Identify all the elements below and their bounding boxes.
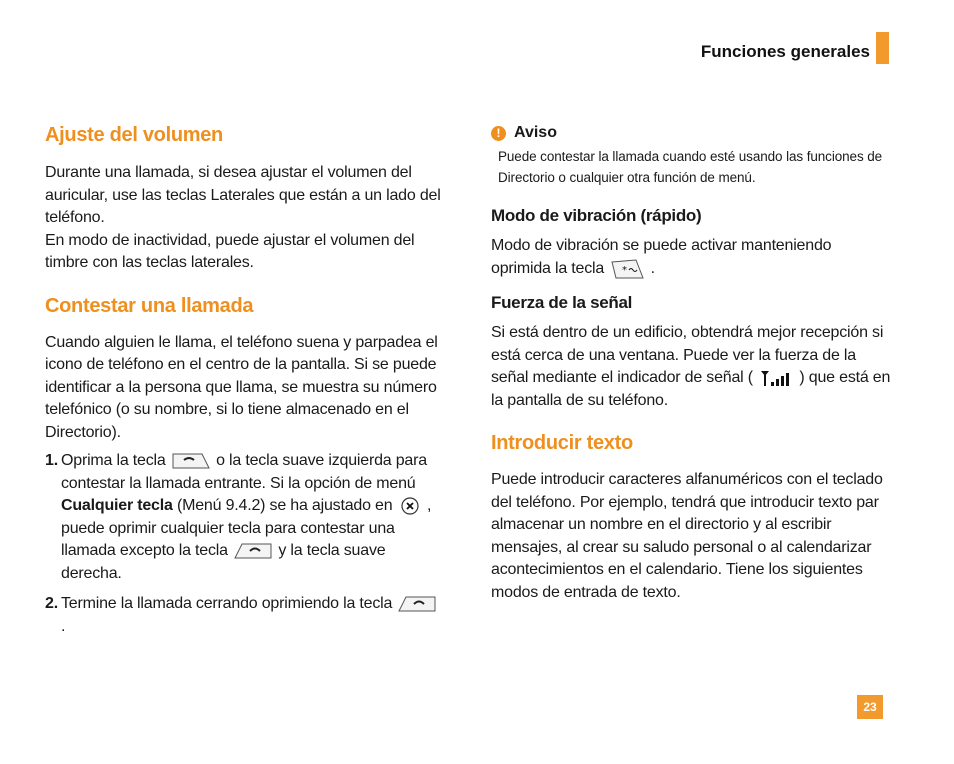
list-item: 1. Oprima la tecla o la tecla suave izquierda para contestar la llamada entrante. Si la opción de menú Cualquier tecla (Menú 9.4.2) se ha ajustado en , puede oprimir cualquier tecla para contestar una llamada excepto la tecla y la tecla suave derecha. — [45, 452, 432, 582]
clear-key-icon — [399, 496, 421, 516]
section-title-text-input: Introducir texto — [491, 432, 633, 454]
section-title-signal: Fuerza de la señal — [491, 293, 633, 312]
section-title-answer: Contestar una llamada — [45, 294, 254, 317]
page-number: 23 — [857, 695, 883, 719]
answer-steps-list — [45, 450, 445, 638]
header-accent-bar — [876, 32, 889, 64]
send-key-icon — [172, 451, 210, 471]
signal-strength-icon — [759, 368, 793, 388]
end-key-icon — [234, 541, 272, 561]
svg-text:*: * — [622, 265, 628, 277]
step-number: 2. — [45, 595, 58, 612]
signal-paragraph: Si está dentro de un edificio, obtendrá mejor recepción si está cerca de una ventana. Puede ver la fuerza de la señal mediante el indicador de señal ( ) que está en la pantalla de su teléfono. — [491, 324, 891, 409]
section-title-vibrate: Modo de vibración (rápido) — [491, 206, 702, 225]
notice-title: Aviso — [514, 124, 557, 141]
star-key-icon — [610, 258, 644, 278]
warning-icon: ! — [491, 126, 506, 141]
text-input-paragraph: Puede introducir caracteres alfanuméricos con el teclado del teléfono. Por ejemplo, tendrá que introducir texto par almacenar un nombre en el directorio y al escribir mensajes, al crear su saludo personal o al calendarizar acontecimientos en el calendario. Tiene los siguientes modos de entrada de texto. — [491, 471, 883, 601]
step-number: 1. — [45, 452, 58, 469]
notice-text: Puede contestar la llamada cuando esté usando las funciones de Directorio o cualquier otra función de menú. — [498, 149, 883, 185]
volume-paragraph-2: En modo de inactividad, puede ajustar el volumen del timbre con las teclas laterales. — [45, 231, 415, 271]
notice-header — [491, 124, 891, 142]
list-item: 2. Termine la llamada cerrando oprimiendo la tecla . — [45, 593, 445, 638]
vibrate-paragraph: Modo de vibración se puede activar manteniendo oprimida la tecla * . — [491, 237, 832, 277]
right-column — [491, 124, 891, 604]
left-column — [45, 124, 445, 638]
header-title: Funciones generales — [700, 42, 870, 61]
section-title-volume: Ajuste del volumen — [45, 124, 223, 146]
end-key-icon — [398, 594, 436, 614]
answer-paragraph-1: Cuando alguien le llama, el teléfono suena y parpadea el icono de teléfono en el centro de la pantalla. Si se puede identificar a la persona que llama, se muestra su número telefónico (o su nombre, si lo tiene almacenado en el Directorio). — [45, 333, 438, 441]
volume-paragraph-1: Durante una llamada, si desea ajustar el volumen del auricular, use las teclas Laterales que están a un lado del teléfono. — [45, 164, 441, 226]
